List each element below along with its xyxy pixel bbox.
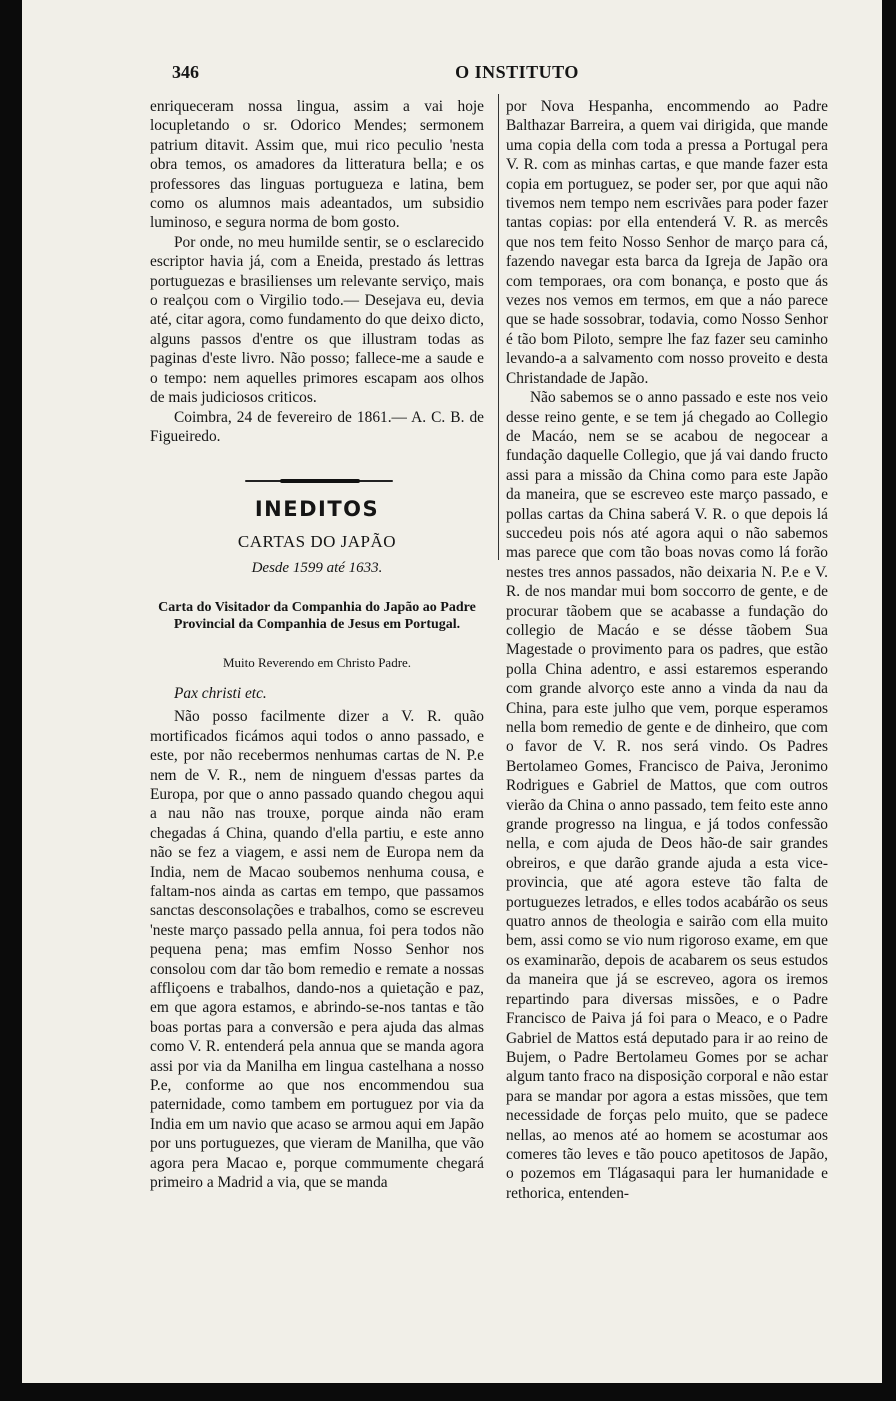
running-title: O INSTITUTO — [455, 62, 579, 82]
right-column — [506, 97, 828, 1203]
letter-title: Carta do Visitador da Companhia do Japão ao Padre Provincial da Companhia de Jesus em Portugal. — [158, 599, 476, 632]
opening-line: Pax christi etc. — [174, 684, 267, 702]
section-rule — [150, 472, 484, 488]
page-number: 346 — [172, 62, 199, 82]
paragraph: Não sabemos se o anno passado e este nos veio desse reino gente, e se tem já chegado ao Collegio de Macáo, nem se se acabou de negocear a fundação daquelle Collegio, que já vai dando fructo assi para a missão da China como para este Japão da maneira, que se escreveo este março passado, e pollas cartas da China saberá V. R. o que depois lá succedeu pois nós até agora aqui o não sabemos mas parece que com tão boas novas como lá forão nestes tres annos passados, não deixaria N. P.e e V. R. de nos mandar mui bom soccorro de gente, e de procurar tãobem que se acabasse a fundação do collegio de Macáo e se désse tãobem Sua Magestade o provimento para os padres, que estão polla China adentro, e assi estaremos esperando com grande alvorço este anno a vinda da nau da China, para este julho que vem, porque esperamos nella bom remedio de gente e de dinheiro, que com o favor de V. R. nos será vindo. Os Padres Bertolameo Gomes, Francisco de Paiva, Jeronimo Rodrigues e Gabriel de Mattos, que com outros vierão da China o anno passado, tem feito este anno grande progresso na lingua, e já todos confessão nella, e com ajuda de Deos hão-de sair grandes obreiros, e que darão grande ajuda a esta vice-provincia, que até agora esteve tão falta de portuguezes letrados, e elles todos acabárão os seus quatro annos de theologia e sairão com ella muito bem, assi como se vio num rigoroso exame, em que os examinarão, depois de acabarem os seus estudos da maneira que já se escreveo, agora os iremos repartindo para diversas missões, e o Padre Francisco de Paiva já foi para o Meaco, e o Padre Gabriel de Mattos está deputado para ir ao reino de Bujem, o Padre Bertolameu Gomes por se achar algum tanto fraco na disposição corporal e não estar para se mandar por agora a estas missões, que tem necessidade de forças pelo muito, que se padece nellas, ao menos até ao homem se acostumar aos comeres tão leves e tão pouco apetitosos de Japão, o pozemos em Tlágasaqui para ler humanidade e rethorica, entenden- — [506, 389, 828, 1202]
paragraph: por Nova Hespanha, encommendo ao Padre Balthazar Barreira, a quem vai dirigida, que mande uma copia della com toda a pressa a Portugal pera V. R. com as minhas cartas, e que mande fazer esta copia em portuguez, se poder ser, por que aqui não tivemos nem tempo nem escrivães para poder fazer tantas copias: por ella entenderá V. R. as mercês que nos tem feito Nosso Senhor de março para cá, fazendo navegar esta barca da Igreja de Japão ora com temporaes, ora com bonança, e posto que ás vezes nos vemos em termos, em que a náo parece que se hade sossobrar, todavia, como Nosso Senhor é tão bom Piloto, sempre lhe faz fazer seu caminho levando-a a salvamento com nosso proveito e desta Christandade de Japão. — [506, 98, 828, 387]
signoff: Coimbra, 24 de fevereiro de 1861.— A. C. B. de Figueiredo. — [150, 408, 484, 445]
left-column — [150, 97, 484, 1193]
page-header — [172, 62, 862, 88]
subsection-title: CARTAS DO JAPÃO — [237, 531, 397, 551]
date-range: Desde 1599 até 1633. — [251, 560, 383, 577]
salutation: Muito Reverendo em Christo Padre. — [222, 654, 412, 670]
section-title: INEDITOS — [254, 497, 380, 522]
paragraph: enriqueceram nossa lingua, assim a vai hoje locupletando o sr. Odorico Mendes; sermonem patrium ditavit. Assim que, mui rico peculio 'nesta obra temos, os amadores da litteratura bella; e os professores das linguas portugueza e latina, bem como os alumnos mais adeantados, um subsidio luminoso, e segura norma de bom gosto. — [150, 98, 484, 232]
paragraph: Não posso facilmente dizer a V. R. quão mortificados ficámos aqui todos o anno passado, e este, por não recebermos nenhumas cartas de N. P.e nem de V. R., nem de ninguem d'essas partes da Europa, por que o anno passado quando chegou aqui a nau não nas trouxe, porque ainda não eram chegadas á China, quando d'ella partiu, e este anno não se fez a viagem, e assi nem de Europa nem da India, nem de Macao soubemos nenhuma cousa, e faltam-nos ainda as cartas em tempo, que passamos sanctas desconsolações e trabalhos, como se escreveu 'neste março passado pella annua, foi pera todos não pequena pena; mas emfim Nosso Senhor nos consolou com dar tão bom remedio e remate a nossas affliçoens e trabalhos, dando-nos a quietação e paz, em que agora estamos, e abrindo-se-nos tantas e tão boas portas para a conversão e pera ajuda das almas como V. R. entenderá pela annua que se manda agora assi por via da Manilha em lingua castelhana a nosso P.e, conforme ao que nos encommendou sua paternidade, como tambem em portuguez por via da India em um navio que acaso se armou aqui em Japão por uns portuguezes, que vieram de Manilha, que vão agora pera Macao e, porque commumente chegará primeiro a Madrid a via, que se manda — [150, 708, 484, 1192]
paragraph: Por onde, no meu humilde sentir, se o esclarecido escriptor havia já, com a Eneida, prestado ás lettras portuguezas e brasilienses um relevante serviço, mais o realçou com o Virgilio todo.— Desejava eu, devia até, citar agora, como fundamento do que deixo dicto, alguns passos d'entre os que illustram todas as paginas d'este livro. Não posso; fallece-me a saude e o tempo: nem aquelles primores escapam aos olhos de mais judiciosos criticos. — [150, 233, 484, 407]
column-divider — [498, 94, 499, 560]
